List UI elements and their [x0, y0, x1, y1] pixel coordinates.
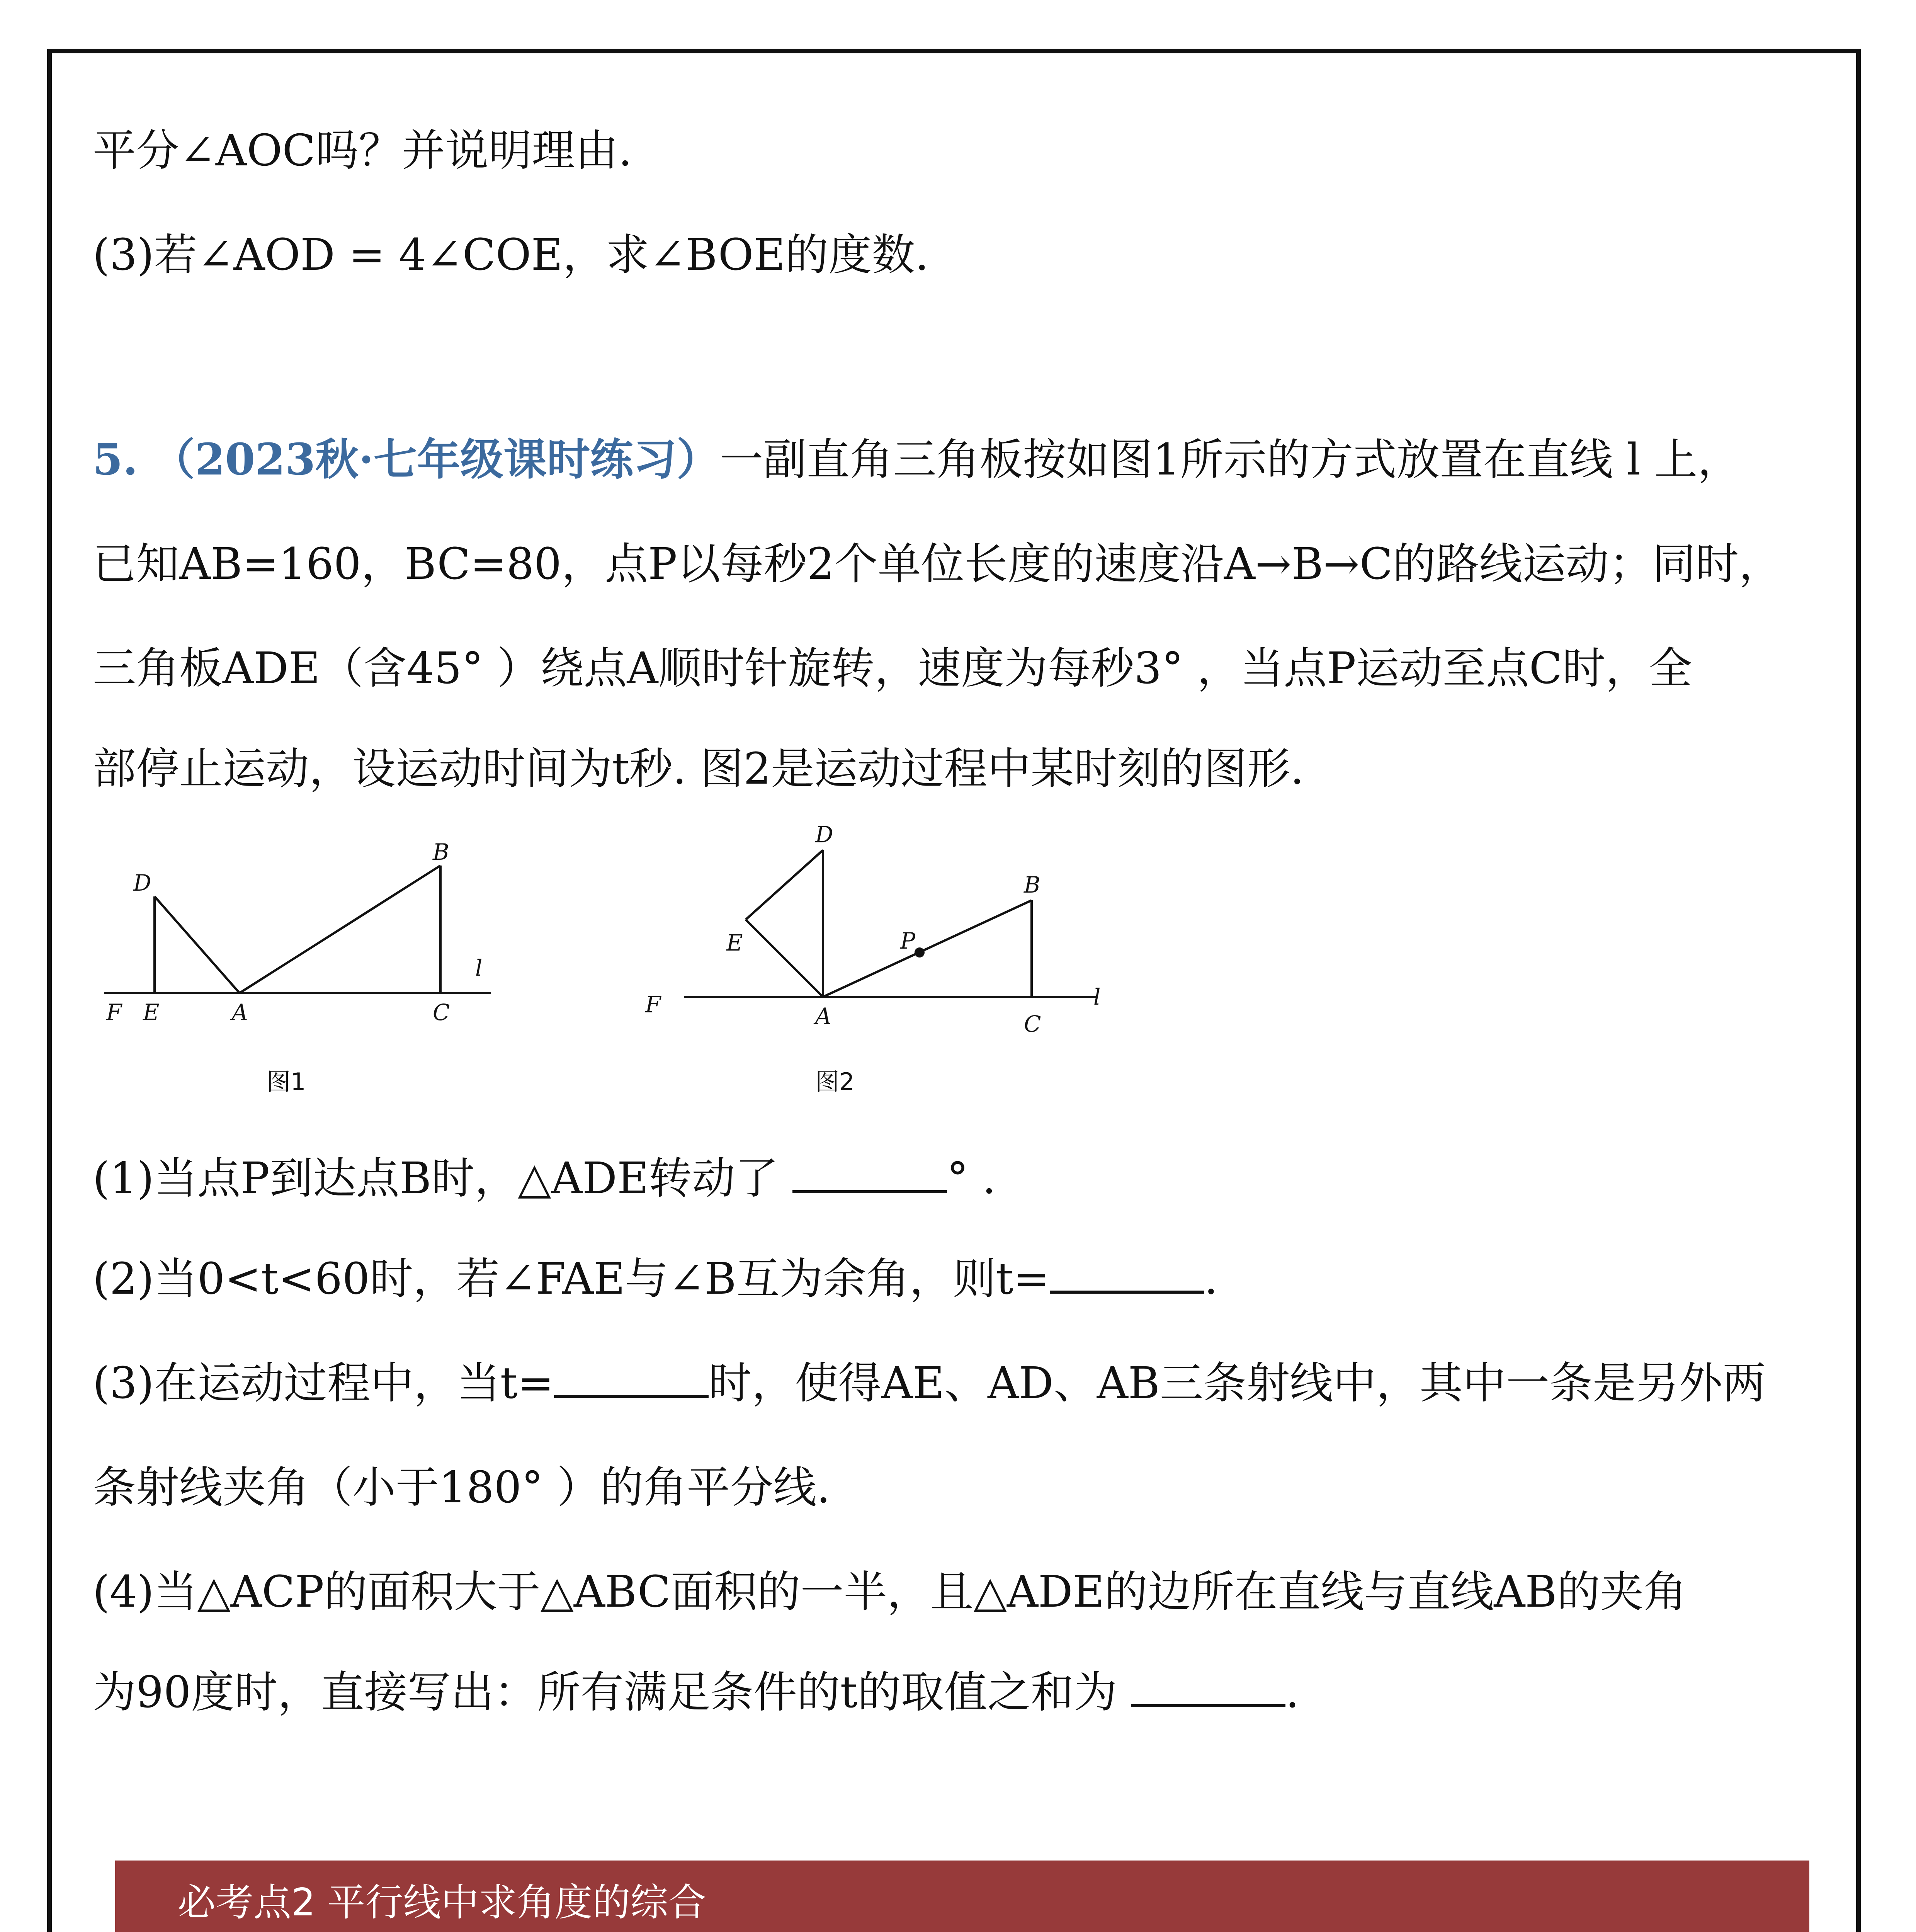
question-3a — [93, 1349, 1823, 1411]
problem-number: 5. — [93, 434, 138, 485]
point-label: B — [1024, 872, 1040, 898]
question-text: (1)当点P到达点B时，△ADE转动了 — [93, 1153, 779, 1204]
problem-5-line-2: 已知AB=160，BC=80，点P以每秒2个单位长度的速度沿A→B→C的路线运动；同时， — [93, 539, 1782, 589]
point-label: F — [106, 999, 122, 1026]
point-label: D — [133, 870, 151, 896]
answer-blank[interactable] — [1131, 1696, 1285, 1707]
problem-text: 一副直角三角板按如图1所示的方式放置在直线 l 上， — [720, 435, 1741, 485]
question-text: (3)在运动过程中，当t= — [93, 1358, 554, 1408]
answer-blank[interactable] — [792, 1182, 947, 1193]
question-4b — [93, 1658, 1823, 1720]
problem-5-line-4: 部停止运动，设运动时间为t秒. 图2是运动过程中某时刻的图形. — [93, 744, 1304, 794]
question-text: . — [1285, 1667, 1299, 1718]
point-label: C — [433, 999, 450, 1026]
text-line: 平分∠AOC吗？并说明理由. — [93, 126, 632, 176]
figure-caption: 图2 — [815, 1068, 855, 1096]
text-line: (3)若∠AOD = 4∠COE，求∠BOE的度数. — [93, 230, 929, 280]
question-3b: 条射线夹角（小于180° ）的角平分线. — [93, 1463, 830, 1513]
figure-a2 — [634, 819, 1136, 1051]
question-text: . — [1204, 1254, 1218, 1304]
point-label: A — [815, 1003, 831, 1029]
point-label: E — [726, 930, 743, 956]
point-label: D — [815, 821, 833, 848]
problem-source: （2023秋·七年级课时练习） — [151, 434, 720, 485]
line-label: l — [1093, 984, 1101, 1010]
question-text: (2)当0<t<60时，若∠FAE与∠B互为余角，则t= — [93, 1254, 1050, 1304]
answer-blank[interactable] — [1050, 1283, 1204, 1294]
figure-a1 — [100, 842, 518, 1036]
question-4a: (4)当△ACP的面积大于△ABC面积的一半，且△ADE的边所在直线与直线AB的夹角 — [93, 1567, 1687, 1617]
figure-caption: 图1 — [267, 1068, 306, 1096]
problem-5-line-1 — [93, 425, 1823, 487]
point-label: B — [433, 842, 449, 865]
point-label: C — [1024, 1011, 1041, 1037]
line-label: l — [475, 955, 483, 981]
point-label: P — [900, 928, 916, 954]
question-text: 时，使得AE、AD、AB三条射线中，其中一条是另外两 — [708, 1358, 1766, 1408]
answer-blank[interactable] — [554, 1387, 709, 1398]
point-label: F — [645, 992, 661, 1018]
question-text: 为90度时，直接写出：所有满足条件的t的取值之和为 — [93, 1667, 1117, 1718]
question-2 — [93, 1244, 1823, 1306]
point-label: E — [143, 999, 160, 1026]
question-1 — [93, 1144, 1823, 1206]
section-title: 必考点2 平行线中求角度的综合 — [178, 1881, 706, 1925]
point-label: A — [232, 999, 248, 1026]
question-text: ° . — [947, 1153, 996, 1204]
problem-5-line-3: 三角板ADE（含45° ）绕点A顺时针旋转，速度为每秒3° ，当点P运动至点C时，全 — [93, 643, 1692, 694]
